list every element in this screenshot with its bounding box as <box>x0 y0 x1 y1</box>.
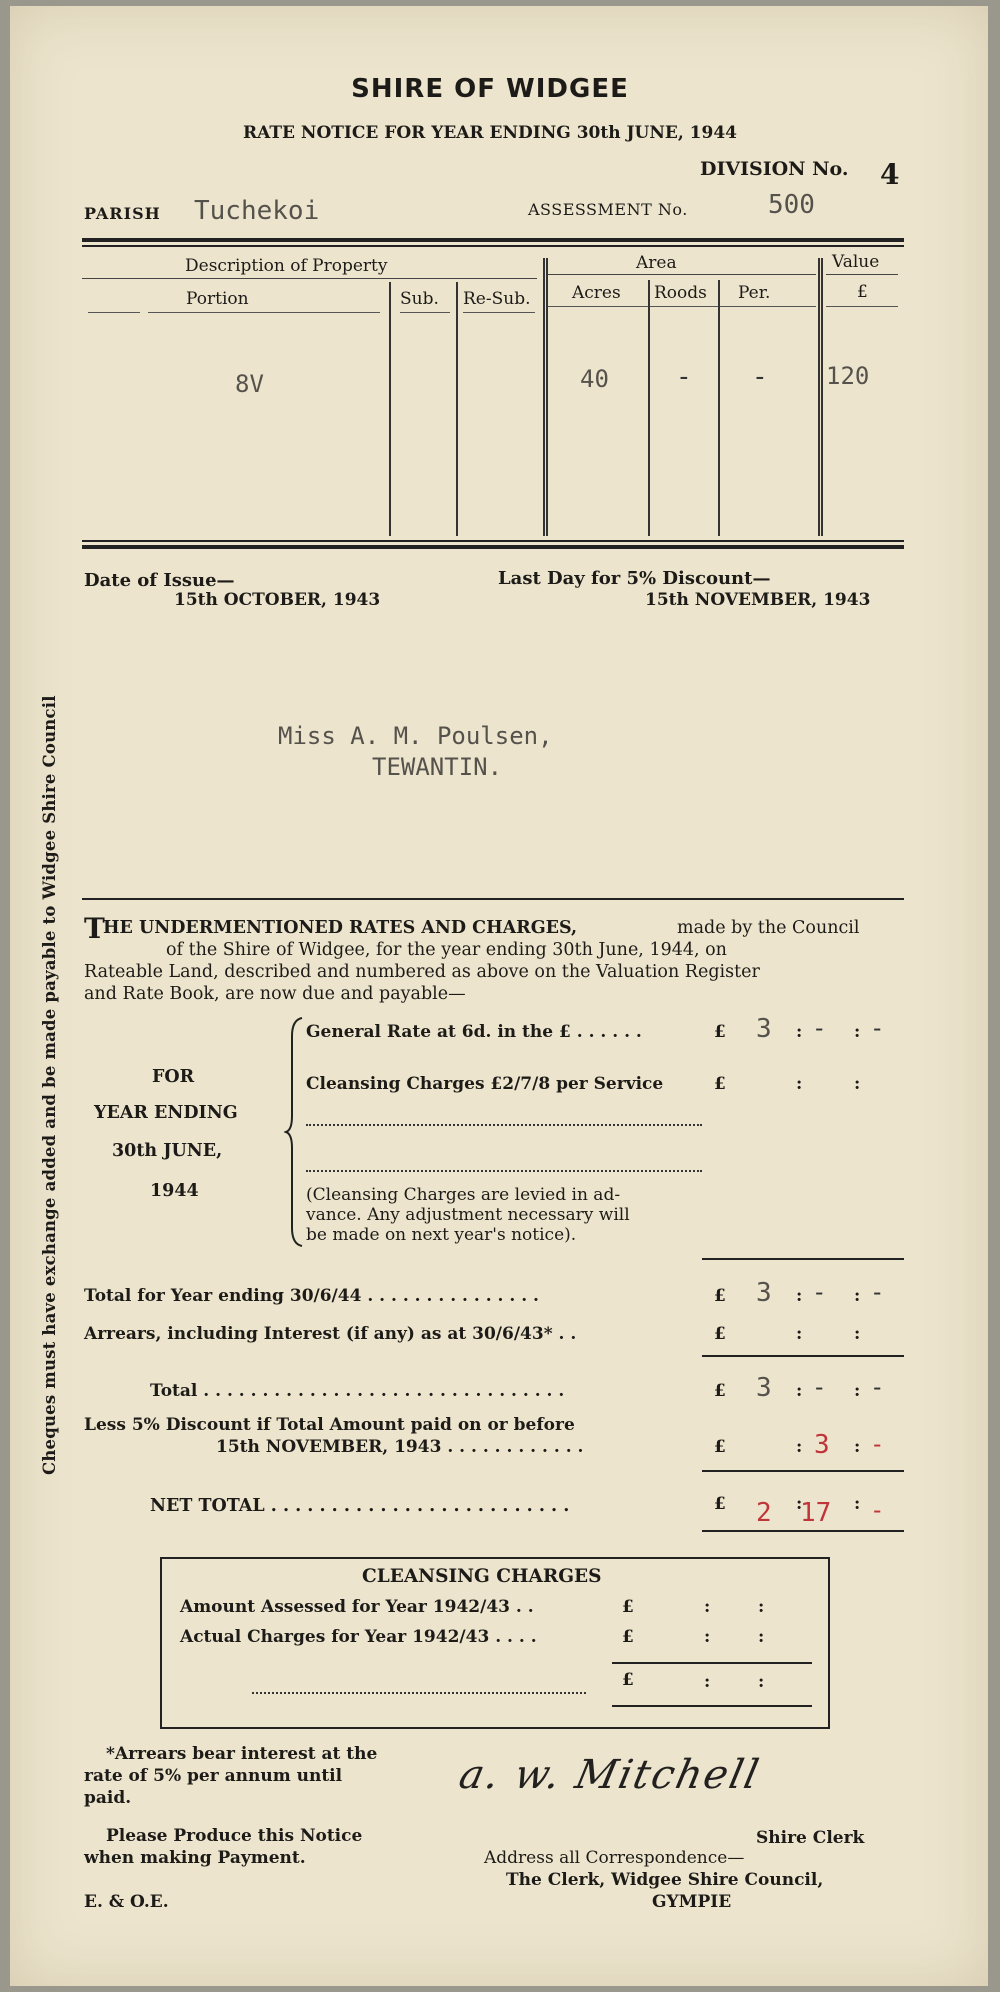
preamble-bold: HE UNDERMENTIONED RATES AND CHARGES, <box>103 918 578 938</box>
cleansing-note-2: vance. Any adjustment necessary will <box>306 1205 630 1225</box>
roods-value: - <box>676 362 692 392</box>
preamble-line2: of the Shire of Widgee, for the year ending 30th June, 1944, on <box>166 940 727 960</box>
preamble-line1: made by the Council <box>677 918 860 938</box>
address-line-2: The Clerk, Widgee Shire Council, <box>506 1870 824 1890</box>
assessed-pound: £ <box>622 1597 634 1617</box>
total-shillings: - <box>812 1373 827 1401</box>
general-rate-colon1: : <box>796 1022 803 1042</box>
total-year-colon1: : <box>796 1286 803 1306</box>
net-total-pounds: 2 <box>756 1498 772 1528</box>
actual-colon2: : <box>758 1627 765 1647</box>
total-year-label: Total for Year ending 30/6/44 . . . . . . . . . . . . . . . <box>84 1286 539 1306</box>
table-top-rule <box>82 238 904 242</box>
assessment-value: 500 <box>768 190 815 220</box>
table-bottom-rule <box>82 545 904 549</box>
total-year-colon2: : <box>854 1286 861 1306</box>
box-total-pound: £ <box>622 1670 634 1690</box>
arrears-colon2: : <box>854 1324 861 1344</box>
addressee-town: TEWANTIN. <box>372 753 503 781</box>
net-total-pence: - <box>870 1496 885 1524</box>
eoe-note: E. & O.E. <box>84 1892 169 1912</box>
net-total-pound: £ <box>714 1494 726 1514</box>
arrears-note-2: rate of 5% per annum until <box>84 1766 343 1786</box>
total-year-pence: - <box>870 1278 885 1306</box>
arrears-note-3: paid. <box>84 1788 132 1808</box>
assessment-label: ASSESSMENT No. <box>528 200 688 219</box>
discount-colon1: : <box>796 1437 803 1457</box>
total-pound: £ <box>714 1381 726 1401</box>
preamble-line4: and Rate Book, are now due and payable— <box>84 984 466 1004</box>
discount-line-2: 15th NOVEMBER, 1943 . . . . . . . . . . . . <box>216 1437 584 1457</box>
total-pence: - <box>870 1373 885 1401</box>
for-year-l2: YEAR ENDING <box>94 1103 238 1123</box>
arrears-colon1: : <box>796 1324 803 1344</box>
cleansing-note-1: (Cleansing Charges are levied in ad- <box>306 1185 621 1205</box>
discount-date: 15th NOVEMBER, 1943 <box>645 590 871 610</box>
general-rate-label: General Rate at 6d. in the £ . . . . . . <box>306 1022 642 1042</box>
preamble-initial: T <box>84 912 105 945</box>
cleansing-charges-label: Cleansing Charges £2/7/8 per Service <box>306 1074 664 1094</box>
col-portion: Portion <box>186 289 249 309</box>
arrears-note-1: *Arrears bear interest at the <box>106 1744 378 1764</box>
net-total-colon2: : <box>854 1494 861 1514</box>
section-rule <box>82 898 904 900</box>
col-pound: £ <box>857 282 868 302</box>
portion-value: 8V <box>235 370 264 398</box>
general-rate-colon2: : <box>854 1022 861 1042</box>
parish-label: PARISH <box>84 204 161 223</box>
shire-clerk-title: Shire Clerk <box>756 1828 865 1848</box>
cleansing-colon2: : <box>854 1074 861 1094</box>
area-header: Area <box>636 253 677 273</box>
col-resub: Re-Sub. <box>463 289 531 309</box>
net-total-shillings: 17 <box>800 1498 832 1528</box>
cleansing-colon1: : <box>796 1074 803 1094</box>
notice-title: RATE NOTICE FOR YEAR ENDING 30th JUNE, 1944 <box>243 123 737 143</box>
value-header: Value <box>832 252 880 272</box>
division-number: 4 <box>880 158 900 191</box>
box-total-colon1: : <box>704 1672 711 1692</box>
parish-value: Tuchekoi <box>194 196 320 226</box>
cleansing-note-3: be made on next year's notice). <box>306 1225 577 1245</box>
arrears-label: Arrears, including Interest (if any) as at 30/6/43* . . <box>84 1324 577 1344</box>
assessed-colon2: : <box>758 1597 765 1617</box>
brace-icon <box>284 1016 308 1248</box>
general-rate-pound: £ <box>714 1022 726 1042</box>
clerk-signature: a. w. Mitchell <box>455 1752 765 1798</box>
address-line-3: GYMPIE <box>652 1892 732 1912</box>
discount-shillings: 3 <box>814 1430 830 1460</box>
acres-value: 40 <box>580 365 609 393</box>
for-year-l1: FOR <box>152 1067 195 1087</box>
general-rate-pounds: 3 <box>756 1014 772 1044</box>
value-amount: 120 <box>826 362 870 390</box>
actual-pound: £ <box>622 1627 634 1647</box>
issue-label: Date of Issue— <box>84 570 235 591</box>
assessed-label: Amount Assessed for Year 1942/43 . . <box>180 1597 534 1617</box>
col-roods: Roods <box>654 283 707 303</box>
division-label: DIVISION No. <box>700 158 849 180</box>
actual-colon1: : <box>704 1627 711 1647</box>
total-colon2: : <box>854 1381 861 1401</box>
for-year-l4: 1944 <box>150 1181 199 1201</box>
col-acres: Acres <box>572 283 621 303</box>
desc-header: Description of Property <box>185 256 388 276</box>
produce-note-1: Please Produce this Notice <box>106 1826 363 1846</box>
cleansing-box-title: CLEANSING CHARGES <box>362 1566 602 1587</box>
general-rate-pence: - <box>870 1014 885 1042</box>
per-value: - <box>752 362 768 392</box>
addressee-name: Miss A. M. Poulsen, <box>278 722 553 750</box>
side-cheque-note: Cheques must have exchange added and be made payable to Widgee Shire Council <box>40 695 59 1475</box>
col-sub: Sub. <box>400 289 439 309</box>
total-year-pound: £ <box>714 1286 726 1306</box>
discount-line-1: Less 5% Discount if Total Amount paid on or before <box>84 1415 575 1435</box>
actual-label: Actual Charges for Year 1942/43 . . . . <box>180 1627 537 1647</box>
total-label: Total . . . . . . . . . . . . . . . . . . . . . . . . . . . . . . . <box>150 1381 565 1401</box>
preamble-line3: Rateable Land, described and numbered as above on the Valuation Register <box>84 962 760 982</box>
total-pounds: 3 <box>756 1373 772 1403</box>
cleansing-pound: £ <box>714 1074 726 1094</box>
produce-note-2: when making Payment. <box>84 1848 306 1868</box>
issue-date: 15th OCTOBER, 1943 <box>174 590 381 610</box>
for-year-l3: 30th JUNE, <box>112 1141 223 1161</box>
general-rate-shillings: - <box>812 1014 827 1042</box>
total-year-shillings: - <box>812 1278 827 1306</box>
net-total-colon1: : <box>796 1494 803 1514</box>
address-line-1: Address all Correspondence— <box>484 1848 745 1868</box>
col-per: Per. <box>738 283 771 303</box>
box-total-colon2: : <box>758 1672 765 1692</box>
shire-title: SHIRE OF WIDGEE <box>351 74 629 104</box>
discount-pence: - <box>870 1430 885 1458</box>
total-colon1: : <box>796 1381 803 1401</box>
discount-pound: £ <box>714 1437 726 1457</box>
total-year-pounds: 3 <box>756 1278 772 1308</box>
assessed-colon1: : <box>704 1597 711 1617</box>
discount-label: Last Day for 5% Discount— <box>498 568 771 589</box>
discount-colon2: : <box>854 1437 861 1457</box>
net-total-label: NET TOTAL . . . . . . . . . . . . . . . . . . . . . . . . . <box>150 1496 570 1516</box>
arrears-pound: £ <box>714 1324 726 1344</box>
